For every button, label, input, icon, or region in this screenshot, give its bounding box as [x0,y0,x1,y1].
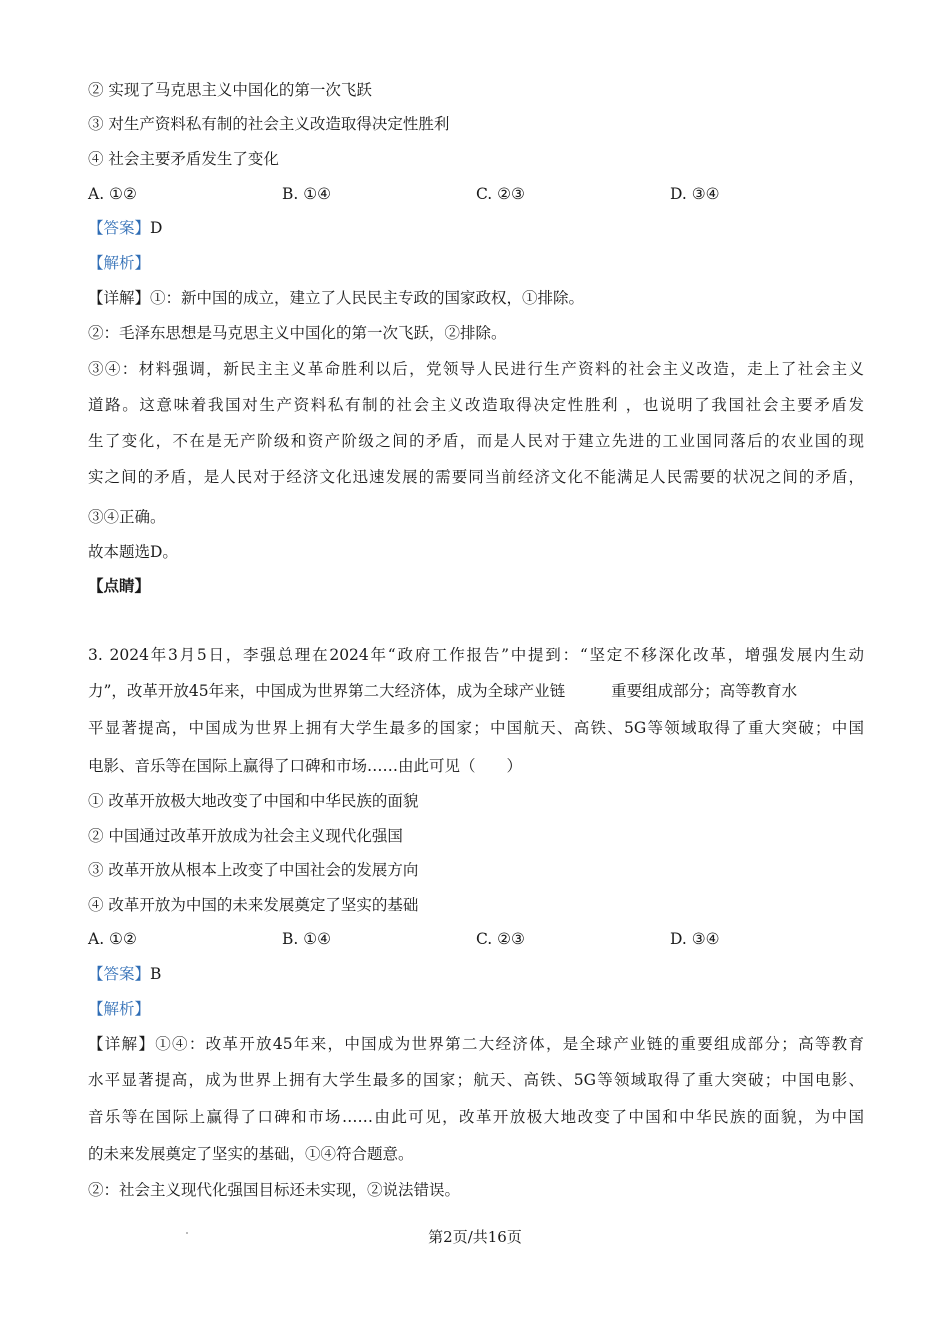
q2-item-4: ④ 社会主要矛盾发生了变化 [88,150,279,168]
q2-option-d: D. ③④ [670,185,720,203]
q3-answer [88,957,864,991]
q3-detail-line: 音乐等在国际上赢得了口碑和市场……由此可见，改革开放极大地改变了中国和中华民族的面貌，为中国 [88,1108,864,1126]
q2-detail-line: 故本题选D。 [88,543,178,561]
q3-options [88,922,864,956]
q2-detail-line: 生了变化，不在是无产阶级和资产阶级之间的矛盾，而是人民对于建立先进的工业国同落后的农业国的现 [88,432,864,450]
q3-detail-line: 的未来发展奠定了坚实的基础，①④符合题意。 [88,1145,414,1163]
q3-stem-line: 力”，改革开放45年来，中国成为世界第二大经济体，成为全球产业链 重要组成部分；高等教育水 [88,682,798,700]
q3-item-1: ① 改革开放极大地改变了中国和中华民族的面貌 [88,792,419,810]
answer-value: B [150,965,162,983]
q2-detail-line: ③④正确。 [88,508,166,526]
q3-item-4: ④ 改革开放为中国的未来发展奠定了坚实的基础 [88,896,419,914]
q3-item-3: ③ 改革开放从根本上改变了中国社会的发展方向 [88,861,419,879]
q2-option-b: B. ①④ [282,185,332,203]
answer-tag: 【答案】 [88,219,151,237]
q3-option-b: B. ①④ [282,930,332,948]
q3-stem-line: 3. 2024年3月5日，李强总理在2024年“政府工作报告”中提到：“坚定不移深化改革，增强发展内生动 [88,646,864,664]
q2-detail-line: 道路。这意味着我国对生产资料私有制的社会主义改造取得决定性胜利 ，也说明了我国社会主要矛盾发 [88,396,864,414]
q2-comment-tag: 【点睛】 [88,576,151,595]
q3-option-a: A. ①② [88,930,137,948]
q2-detail-line: ③④：材料强调，新民主主义革命胜利以后，党领导人民进行生产资料的社会主义改造，走上了社会主义 [88,360,864,378]
q2-options [88,177,864,211]
q2-option-c: C. ②③ [476,185,525,203]
q3-option-c: C. ②③ [476,930,525,948]
q2-answer [88,211,864,245]
q3-stem-line: 电影、音乐等在国际上赢得了口碑和市场……由此可见（ ） [88,757,523,775]
page-footer: 第2页/共16页 [428,1228,522,1246]
q2-option-a: A. ①② [88,185,137,203]
q3-analysis-tag: 【解析】 [88,1000,151,1018]
q3-stem-line: 平显著提高，中国成为世界上拥有大学生最多的国家；中国航天、高铁、5G等领域取得了重大突破；中国 [88,719,864,737]
q2-item-2: ② 实现了马克思主义中国化的第一次飞跃 [88,81,372,99]
q2-detail-line: 【详解】①：新中国的成立，建立了人民民主专政的国家政权，①排除。 [88,289,585,307]
q2-item-3: ③ 对生产资料私有制的社会主义改造取得决定性胜利 [88,115,450,133]
q2-analysis-tag: 【解析】 [88,254,151,272]
q3-option-d: D. ③④ [670,930,720,948]
answer-tag: 【答案】 [88,965,151,983]
q3-item-2: ② 中国通过改革开放成为社会主义现代化强国 [88,827,403,845]
q2-detail-line: 实之间的矛盾，是人民对于经济文化迅速发展的需要同当前经济文化不能满足人民需要的状况之间的矛盾， [88,468,864,486]
q3-detail-line: 水平显著提高，成为世界上拥有大学生最多的国家；航天、高铁、5G等领域取得了重大突破；中国电影、 [88,1071,864,1089]
answer-value: D [150,219,163,237]
q3-detail-line: ②：社会主义现代化强国目标还未实现，②说法错误。 [88,1181,461,1199]
q3-detail-line: 【详解】①④：改革开放45年来，中国成为世界第二大经济体，是全球产业链的重要组成部分；高等教育 [88,1035,864,1053]
q2-detail-line: ②：毛泽东思想是马克思主义中国化的第一次飞跃，②排除。 [88,324,507,342]
